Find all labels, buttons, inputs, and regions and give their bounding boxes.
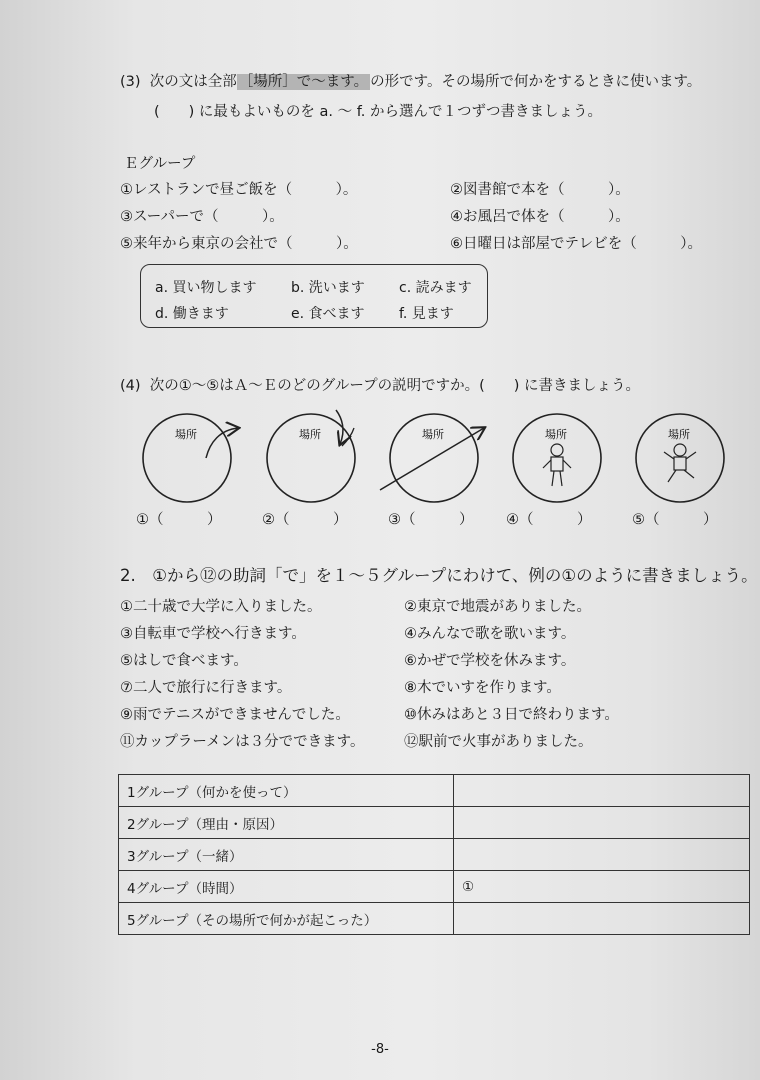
q2-sentence: ⑥かぜで学校を休みます。 <box>404 653 576 669</box>
group-label: 3グループ（一緒） <box>119 839 454 871</box>
group-answer-cell[interactable] <box>454 839 750 871</box>
circle-label: 場所 <box>422 428 444 441</box>
table-row <box>119 839 750 871</box>
group-answer-table <box>118 774 750 935</box>
page-number: -8- <box>371 1042 389 1057</box>
choice-d: d. 働きます <box>155 306 229 322</box>
q2-sentence: ①二十歳で大学に入りました。 <box>120 599 322 615</box>
q2-sentence: ⑪カップラーメンは３分でできます。 <box>120 734 365 750</box>
q2-sentence: ④みんなで歌を歌います。 <box>404 626 576 642</box>
table-row <box>119 871 750 903</box>
egroup-item: ①レストランで昼ご飯を（ ）。 <box>120 182 358 198</box>
choice-a: a. 買い物します <box>155 280 257 296</box>
egroup-item: ④お風呂で体を（ ）。 <box>450 209 630 225</box>
egroup-item: ⑥日曜日は部屋でテレビを（ ）。 <box>450 236 702 252</box>
circle-label: 場所 <box>668 428 690 441</box>
diagram-5-person-moving <box>636 414 724 502</box>
table-row <box>119 775 750 807</box>
q4-instruction <box>120 374 640 395</box>
q4-answer-1: ①（ ） <box>136 512 222 528</box>
q2-sentence: ③自転車で学校へ行きます。 <box>120 626 306 642</box>
q2-sentence: ⑩休みはあと３日で終わります。 <box>404 707 619 723</box>
q2-sentence: ⑫駅前で火事がありました。 <box>404 734 593 750</box>
egroup-item: ⑤来年から東京の会社で（ ）。 <box>120 236 358 252</box>
q3-line1 <box>120 70 701 91</box>
q3-highlight: ［場所］で～ます。 <box>238 74 369 90</box>
group-label: 2グループ（理由・原因） <box>119 807 454 839</box>
q2-sentence: ⑦二人で旅行に行きます。 <box>120 680 292 696</box>
q3-line1-pre: 次の文は全部 <box>149 74 237 90</box>
q4-answer-5: ⑤（ ） <box>632 512 718 528</box>
q2-sentence: ⑨雨でテニスができませんでした。 <box>120 707 350 723</box>
diagram-3-through <box>380 414 484 502</box>
group-answer-cell[interactable] <box>454 807 750 839</box>
q3-line2: ( ) に最もよいものを a. ～ f. から選んで１つずつ書きましょう。 <box>154 104 603 120</box>
choices-box <box>140 264 488 328</box>
egroup-item: ②図書館で本を（ ）。 <box>450 182 630 198</box>
q4-answer-4: ④（ ） <box>506 512 592 528</box>
q2-sentence: ⑧木でいすを作ります。 <box>404 680 561 696</box>
q3-line1-post: の形です。その場所で何かをするときに使います。 <box>370 74 702 90</box>
circle-label: 場所 <box>175 428 197 441</box>
q4-answer-3: ③（ ） <box>388 512 474 528</box>
q2-title: 2. ①から⑫の助詞「で」を１～５グループにわけて、例の①のように書きましょう。 <box>120 566 758 585</box>
diagram-2-in <box>267 410 355 502</box>
circle-label: 場所 <box>545 428 567 441</box>
q2-sentence: ②東京で地震がありました。 <box>404 599 591 615</box>
diagram-4-person-standing <box>513 414 601 502</box>
choice-e: e. 食べます <box>291 306 365 322</box>
q4-text: 次の①～⑤はＡ～Ｅのどのグループの説明ですか。( ) に書きましょう。 <box>149 378 641 394</box>
q4-number: (4) <box>120 378 141 394</box>
group-label: 1グループ（何かを使って） <box>119 775 454 807</box>
place-diagrams <box>0 400 760 510</box>
group-answer-cell[interactable] <box>454 903 750 935</box>
egroup-item: ③スーパーで（ ）。 <box>120 209 284 225</box>
egroup-title: Ｅグループ <box>124 156 196 172</box>
group-answer-cell[interactable]: ① <box>454 871 750 903</box>
choice-b: b. 洗います <box>291 280 365 296</box>
diagram-1-out <box>143 414 238 502</box>
choice-f: f. 見ます <box>399 306 454 322</box>
group-label: 4グループ（時間） <box>119 871 454 903</box>
table-row <box>119 903 750 935</box>
circle-label: 場所 <box>299 428 321 441</box>
table-row <box>119 807 750 839</box>
group-answer-cell[interactable] <box>454 775 750 807</box>
q4-answer-2: ②（ ） <box>262 512 348 528</box>
q2-sentence: ⑤はしで食べます。 <box>120 653 248 669</box>
group-label: 5グループ（その場所で何かが起こった） <box>119 903 454 935</box>
q3-number: (3) <box>120 74 141 90</box>
choice-c: c. 読みます <box>399 280 472 296</box>
